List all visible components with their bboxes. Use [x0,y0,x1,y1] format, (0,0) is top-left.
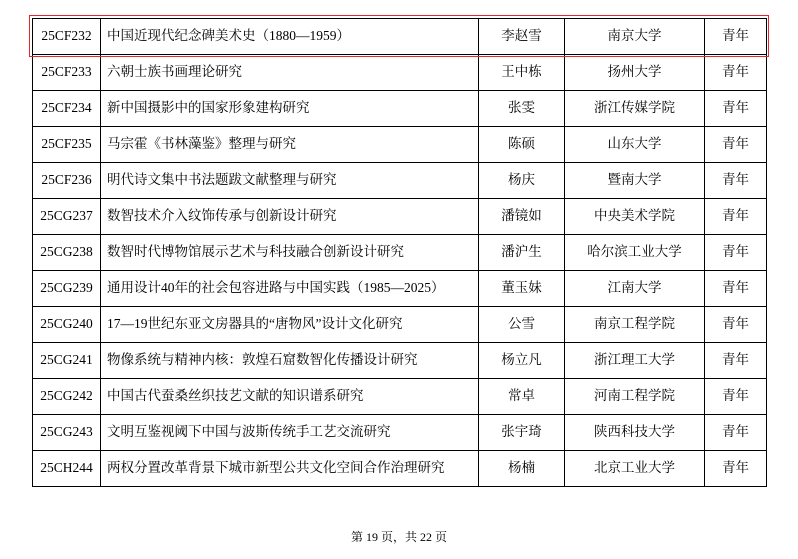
cell-person: 李赵雪 [479,19,565,55]
cell-project-code: 25CF233 [33,55,101,91]
cell-project-type: 青年 [705,163,767,199]
cell-organization: 哈尔滨工业大学 [565,235,705,271]
cell-project-title: 文明互鉴视阈下中国与波斯传统手工艺交流研究 [101,415,479,451]
project-list-table [32,18,767,487]
cell-project-type: 青年 [705,19,767,55]
cell-project-title: 数智技术介入纹饰传承与创新设计研究 [101,199,479,235]
cell-project-code: 25CG238 [33,235,101,271]
cell-person: 董玉妹 [479,271,565,307]
table-row [33,19,767,55]
table-row [33,127,767,163]
cell-project-title: 通用设计40年的社会包容进路与中国实践（1985—2025） [101,271,479,307]
cell-organization: 暨南大学 [565,163,705,199]
cell-project-type: 青年 [705,271,767,307]
cell-person: 王中栋 [479,55,565,91]
page-footer: 第 19 页，共 22 页 [350,530,447,544]
cell-organization: 中央美术学院 [565,199,705,235]
cell-person: 潘镜如 [479,199,565,235]
cell-project-title: 六朝士族书画理论研究 [101,55,479,91]
cell-project-code: 25CG239 [33,271,101,307]
table-row [33,199,767,235]
cell-project-type: 青年 [705,235,767,271]
cell-project-code: 25CG240 [33,307,101,343]
cell-project-code: 25CF234 [33,91,101,127]
cell-project-title: 数智时代博物馆展示艺术与科技融合创新设计研究 [101,235,479,271]
cell-project-code: 25CG243 [33,415,101,451]
cell-project-title: 17—19世纪东亚文房器具的“唐物风”设计文化研究 [101,307,479,343]
cell-organization: 浙江传媒学院 [565,91,705,127]
cell-project-type: 青年 [705,415,767,451]
cell-person: 潘沪生 [479,235,565,271]
cell-project-type: 青年 [705,91,767,127]
cell-project-code: 25CH244 [33,451,101,487]
cell-person: 常卓 [479,379,565,415]
cell-project-type: 青年 [705,199,767,235]
cell-project-code: 25CG241 [33,343,101,379]
table-row [33,451,767,487]
cell-project-type: 青年 [705,307,767,343]
cell-project-title: 中国古代蚕桑丝织技艺文献的知识谱系研究 [101,379,479,415]
cell-project-code: 25CF235 [33,127,101,163]
table-row [33,163,767,199]
cell-project-type: 青年 [705,379,767,415]
table-row [33,235,767,271]
cell-organization: 山东大学 [565,127,705,163]
cell-project-title: 明代诗文集中书法题跋文献整理与研究 [101,163,479,199]
cell-project-title: 中国近现代纪念碑美术史（1880—1959） [101,19,479,55]
table-body [33,19,767,487]
cell-person: 杨庆 [479,163,565,199]
cell-project-code: 25CG237 [33,199,101,235]
cell-organization: 江南大学 [565,271,705,307]
table-row [33,55,767,91]
table-row [33,307,767,343]
table-row [33,379,767,415]
cell-project-type: 青年 [705,127,767,163]
cell-project-type: 青年 [705,451,767,487]
cell-organization: 南京工程学院 [565,307,705,343]
table-row [33,91,767,127]
cell-organization: 河南工程学院 [565,379,705,415]
cell-person: 陈硕 [479,127,565,163]
cell-project-title: 马宗霍《书林藻鉴》整理与研究 [101,127,479,163]
cell-project-code: 25CF236 [33,163,101,199]
cell-organization: 浙江理工大学 [565,343,705,379]
table-row [33,343,767,379]
cell-organization: 南京大学 [565,19,705,55]
cell-organization: 陕西科技大学 [565,415,705,451]
table-row [33,271,767,307]
cell-organization: 北京工业大学 [565,451,705,487]
cell-project-title: 两权分置改革背景下城市新型公共文化空间合作治理研究 [101,451,479,487]
table-row [33,415,767,451]
cell-person: 公雪 [479,307,565,343]
cell-project-code: 25CG242 [33,379,101,415]
cell-person: 张雯 [479,91,565,127]
cell-project-title: 物像系统与精神内核：敦煌石窟数智化传播设计研究 [101,343,479,379]
cell-person: 张宇琦 [479,415,565,451]
cell-person: 杨楠 [479,451,565,487]
cell-project-type: 青年 [705,55,767,91]
cell-project-code: 25CF232 [33,19,101,55]
cell-organization: 扬州大学 [565,55,705,91]
cell-person: 杨立凡 [479,343,565,379]
cell-project-type: 青年 [705,343,767,379]
cell-project-title: 新中国摄影中的国家形象建构研究 [101,91,479,127]
